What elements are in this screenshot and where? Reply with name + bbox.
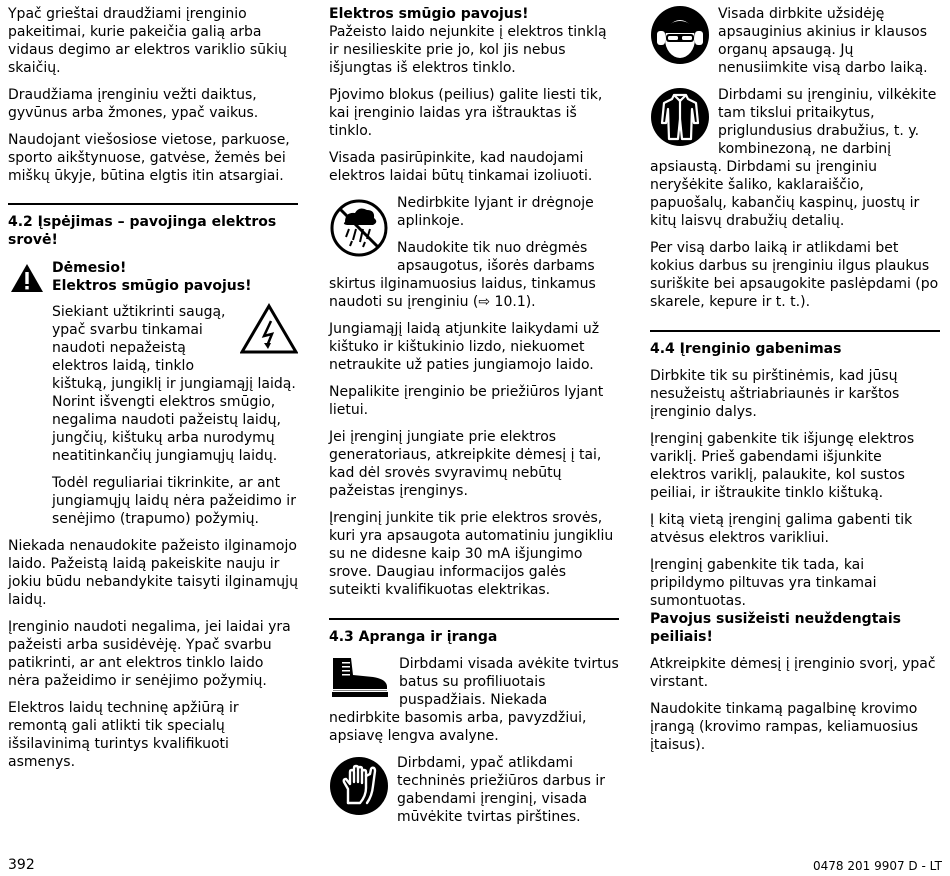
no-rain-icon	[329, 198, 389, 263]
paragraph: Į kitą vietą įrenginį galima gabenti tik atvėsus elektros varikliui.	[650, 512, 913, 546]
paragraph: Dirbdami, ypač atlikdami techninės priežiūros darbus ir gabendami įrenginį, visada mūvėkite tvirtas pirštines.	[397, 755, 606, 825]
bold-warning: Pavojus susižeisti neuždengtais peiliais!	[650, 611, 901, 645]
high-voltage-icon	[240, 303, 298, 360]
paragraph: Naudojant viešosiose vietose, parkuose, sporto aikštynuose, gatvėse, žemės bei miškų ūkyje, būtina elgtis itin atsargiai.	[8, 132, 290, 184]
paragraph: Per visą darbo laiką ir atlikdami bet kokius darbus su įrenginiu ilgus plaukus suriškite bei apsaugokite paslėpdami (po skarele, kepure ir t. t.).	[650, 240, 939, 310]
section-heading: 4.4 Įrenginio gabenimas	[650, 341, 842, 357]
paragraph: Siekiant užtikrinti saugą, ypač svarbu tinkamai naudoti nepažeistą elektros laidą, tinklo kištuką, jungiklį ir jungiamąjį laidą. Norint išvengti elektros smūgio, negalima naudoti pažeistų laidų, jungčių, kištukų arba nurodymų neatitinkančių jungiamųjų laidų.	[52, 304, 296, 464]
column-3	[650, 5, 940, 763]
paragraph: Naudokite tik nuo drėgmės apsaugotus, išorės darbams skirtus ilginamuosius laidus, tinkamus naudoti su įrenginiu (⇨ 10.1).	[329, 240, 596, 310]
document-code: 0478 201 9907 D - LT	[813, 859, 942, 873]
warning-block	[8, 259, 298, 295]
paragraph: Įrenginį gabenkite tik tada, kai pripildymo piltuvas yra tinkamai sumontuotas.	[650, 557, 877, 609]
paragraph: Visada pasirūpinkite, kad naudojami elektros laidai būtų tinkamai izoliuoti.	[329, 150, 593, 184]
paragraph: Dirbkite tik su pirštinėmis, kad jūsų nesužeistų aštriabriaunės ir karštos įrenginio dalys.	[650, 368, 900, 420]
paragraph: Jungiamąjį laidą atjunkite laikydami už kištuko ir kištukinio lizdo, niekuomet netraukite už paties jungiamojo laido.	[329, 321, 600, 373]
column-1	[8, 5, 298, 780]
goggles-ear-protection-icon	[650, 5, 710, 70]
paragraph: Elektros laidų techninę apžiūrą ir remontą gali atlikti tik specialų išsilavinimą turintys kvalifikuoti asmenys.	[8, 700, 239, 770]
paragraph: Ypač grieštai draudžiami įrenginio pakeitimai, kurie pakeičia galią arba vidaus degimo ar elektros variklio sūkių skaičių.	[8, 6, 287, 76]
paragraph: Visada dirbkite užsidėję apsauginius akinius ir klausos organų apsaugą. Jų nenusiimkite visą darbo laiką.	[718, 6, 928, 76]
paragraph: Atkreipkite dėmesį į įrenginio svorį, ypač virstant.	[650, 656, 936, 690]
section-heading: 4.2 Įspėjimas – pavojinga elektros srovė!	[8, 214, 277, 248]
paragraph: Įrenginį gabenkite tik išjungę elektros variklį. Prieš gabendami išjunkite elektros variklį, palaukite, kol sustos peiliai, ir ištraukite tinklo kištuką.	[650, 431, 915, 501]
warning-subtitle: Elektros smūgio pavojus!	[52, 278, 252, 294]
section-heading: 4.3 Apranga ir įranga	[329, 629, 498, 645]
section-divider	[329, 618, 619, 620]
paragraph: Pažeisto laido nejunkite į elektros tinklą ir nesilieskite prie jo, kol jis nebus išjungtas iš elektros tinklo.	[329, 24, 607, 76]
section-divider	[650, 330, 940, 332]
paragraph: Todėl reguliariai tikrinkite, ar ant jungiamųjų laidų nėra pažeidimo ir senėjimo (trapumo) požymių.	[52, 475, 296, 527]
paragraph: Nepalikite įrenginio be priežiūros lyjant lietui.	[329, 384, 604, 418]
paragraph: Jei įrenginį jungiate prie elektros generatoriaus, atkreipkite dėmesį į tai, kad dėl srovės svyravimų nebūtų pažeistas įrenginys.	[329, 429, 602, 499]
column-2	[329, 5, 619, 835]
safety-boots-icon	[329, 655, 391, 704]
paragraph: Įrenginį junkite tik prie elektros srovės, kuri yra apsaugota automatiniu jungikliu su ne didesne kaip 30 mA išjungimo srove. Daugiau informacijos galės suteikti kvalifikuotas elektrikas.	[329, 510, 614, 598]
paragraph: Nedirbkite lyjant ir drėgnoje aplinkoje.	[397, 195, 594, 229]
warning-triangle-icon	[10, 263, 44, 298]
paragraph: Dirbdami visada avėkite tvirtus batus su profiliuotais puspadžiais. Niekada nedirbkite basomis arba, pavyzdžiui, apsiavę lengva avalyne.	[329, 656, 619, 744]
paragraph: Naudokite tinkamą pagalbinę krovimo įrangą (krovimo rampas, keliamuosius įtaisus).	[650, 701, 919, 753]
warning-title: Dėmesio!	[52, 260, 127, 276]
indented-text	[8, 303, 298, 528]
paragraph: Dirbdami su įrenginiu, vilkėkite tam tikslui pritaikytus, priglundusius drabužius, t. y. kombinezoną, ne darbinį apsiaustą. Dirbdami su įrenginiu neryšėkite šaliko, kaklaraiščio, papuošalų, kabančių kaspinų, juostų ir kitų laisvų drabužių detalių.	[650, 87, 937, 229]
paragraph: Draudžiama įrenginiu vežti daiktus, gyvūnus arba žmones, ypač vaikus.	[8, 87, 259, 121]
gloves-icon	[329, 756, 389, 821]
paragraph: Niekada nenaudokite pažeisto ilginamojo laido. Pažeistą laidą pakeiskite nauju ir jokiu būdu nebandykite taisyti ilginamųjų laidų.	[8, 538, 298, 608]
subsection-heading: Elektros smūgio pavojus!	[329, 6, 529, 22]
section-divider	[8, 203, 298, 205]
paragraph: Įrenginio naudoti negalima, jei laidai yra pažeisti arba susidėvėję. Ypač svarbu patikrinti, ar ant elektros tinklo laido nėra pažeidimo ir senėjimo požymių.	[8, 619, 291, 689]
paragraph: Pjovimo blokus (peilius) galite liesti tik, kai įrenginio laidas yra ištrauktas iš tinklo.	[329, 87, 603, 139]
page-number: 392	[8, 857, 35, 873]
overalls-icon	[650, 87, 710, 152]
